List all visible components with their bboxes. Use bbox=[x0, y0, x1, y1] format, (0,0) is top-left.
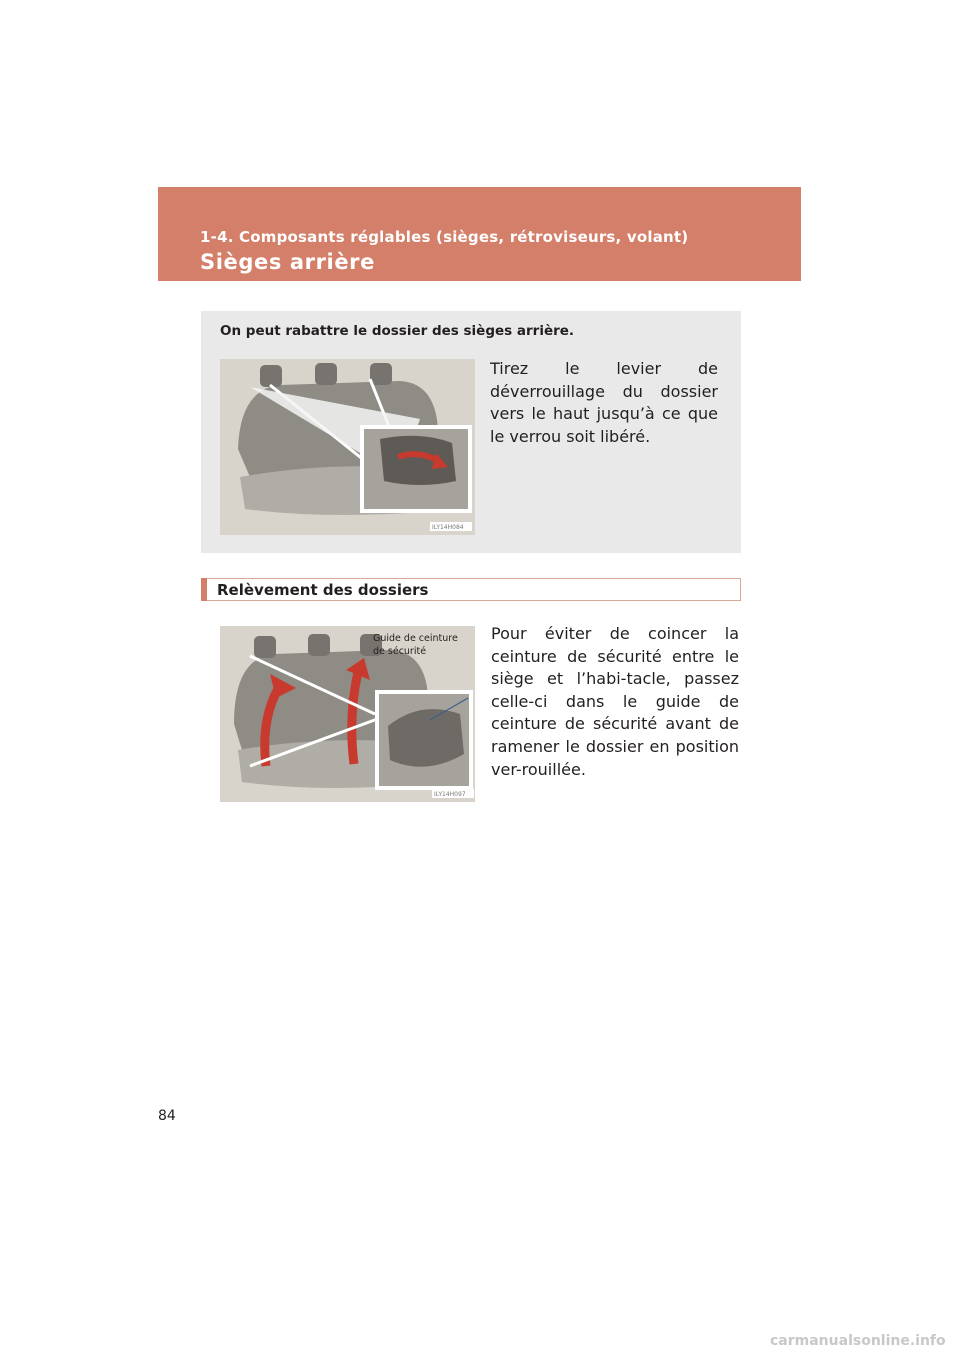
callout-line-2: de sécurité bbox=[373, 646, 427, 657]
subsection-heading: Relèvement des dossiers bbox=[217, 581, 429, 599]
subsection-heading-bar bbox=[201, 578, 741, 601]
section-body-text: Pour éviter de coincer la ceinture de sécurité entre le siège et l’habi-tacle, passez celle-ci dans le guide de ceinture de sécurité avant de ramener le dossier en position ver-rouillée. bbox=[491, 624, 739, 779]
seatbelt-guide-callout bbox=[373, 632, 473, 658]
watermark: carmanualsonline.info bbox=[770, 1333, 946, 1349]
heading-tab bbox=[201, 578, 207, 601]
callout-line-1: Guide de ceinture bbox=[373, 633, 458, 644]
seat-release-lever-photo bbox=[220, 359, 475, 535]
image-code: ILY14H097 bbox=[434, 791, 466, 798]
intro-box bbox=[201, 311, 741, 553]
chapter-header bbox=[158, 187, 801, 281]
page-title: Sièges arrière bbox=[200, 250, 375, 274]
image-code: ILY14H084 bbox=[432, 524, 464, 531]
chapter-title: 1-4. Composants réglables (sièges, rétroviseurs, volant) bbox=[200, 228, 689, 246]
page-number: 84 bbox=[158, 1108, 176, 1124]
intro-text: On peut rabattre le dossier des sièges arrière. bbox=[220, 323, 575, 339]
instruction-text: Tirez le levier de déverrouillage du dossier vers le haut jusqu’à ce que le verrou soit libéré. bbox=[490, 359, 718, 446]
